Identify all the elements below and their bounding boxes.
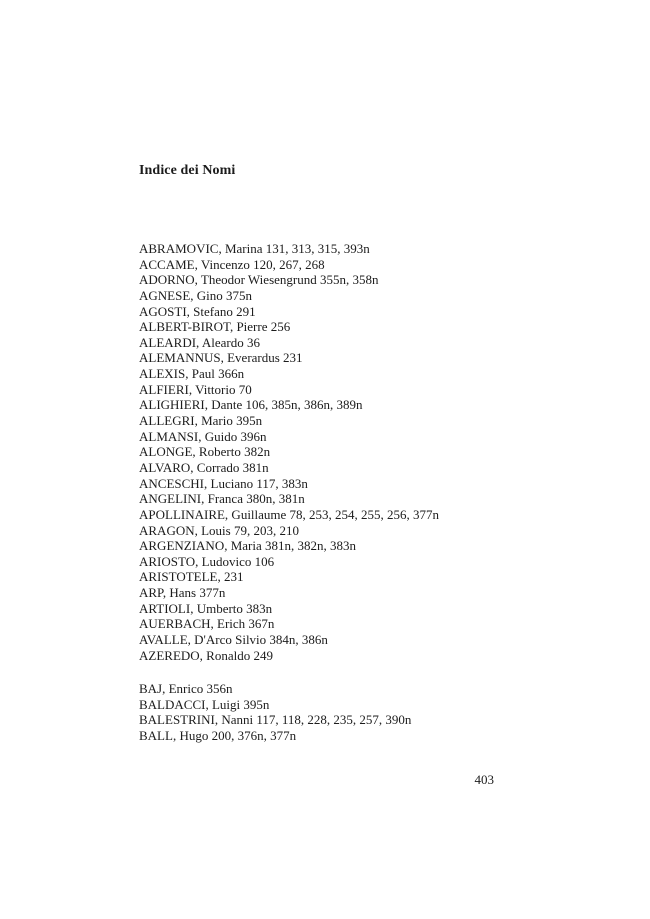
index-entry: ARP, Hans 377n [139, 585, 226, 601]
index-heading: Indice dei Nomi [139, 163, 236, 178]
index-entry: AGOSTI, Stefano 291 [139, 303, 256, 319]
index-entry: ACCAME, Vincenzo 120, 267, 268 [139, 256, 325, 272]
index-entry: AGNESE, Gino 375n [139, 287, 253, 303]
index-entry: ALONGE, Roberto 382n [139, 444, 271, 460]
index-section-a [139, 241, 439, 663]
index-entry: BAJ, Enrico 356n [139, 681, 233, 696]
index-entry: ARAGON, Louis 79, 203, 210 [139, 522, 299, 538]
index-entry: ANCESCHI, Luciano 117, 383n [139, 475, 308, 491]
index-entry: ALMANSI, Guido 396n [139, 428, 267, 444]
index-section-b [139, 681, 411, 744]
index-entry: ADORNO, Theodor Wiesengrund 355n, 358n [139, 272, 379, 288]
index-entry: ABRAMOVIC, Marina 131, 313, 315, 393n [139, 241, 370, 256]
index-entry: ALLEGRI, Mario 395n [139, 413, 263, 429]
index-entry: BALDACCI, Luigi 395n [139, 696, 270, 712]
index-entry: AZEREDO, Ronaldo 249 [139, 647, 273, 663]
index-entry: APOLLINAIRE, Guillaume 78, 253, 254, 255, 256, 377n [139, 506, 440, 522]
index-entry: ALIGHIERI, Dante 106, 385n, 386n, 389n [139, 397, 363, 413]
index-entry: AUERBACH, Erich 367n [139, 616, 275, 632]
index-entry: ALFIERI, Vittorio 70 [139, 381, 252, 397]
index-entry: ALEARDI, Aleardo 36 [139, 334, 260, 350]
index-entry: AVALLE, D'Arco Silvio 384n, 386n [139, 632, 328, 648]
index-entry: ARIOSTO, Ludovico 106 [139, 553, 275, 569]
page-number: 403 [474, 772, 494, 787]
index-entry: ALVARO, Corrado 381n [139, 459, 269, 475]
index-entry: ARISTOTELE, 231 [139, 569, 244, 585]
index-entry: ARGENZIANO, Maria 381n, 382n, 383n [139, 538, 357, 554]
index-entry: ALBERT-BIROT, Pierre 256 [139, 319, 291, 335]
index-entry: ARTIOLI, Umberto 383n [139, 600, 273, 616]
index-entry: ALEMANNUS, Everardus 231 [139, 350, 303, 366]
index-entry: ANGELINI, Franca 380n, 381n [139, 491, 305, 507]
index-entry: ALEXIS, Paul 366n [139, 366, 245, 382]
index-entry: BALESTRINI, Nanni 117, 118, 228, 235, 257, 390n [139, 712, 412, 728]
index-entry: BALL, Hugo 200, 376n, 377n [139, 727, 297, 743]
